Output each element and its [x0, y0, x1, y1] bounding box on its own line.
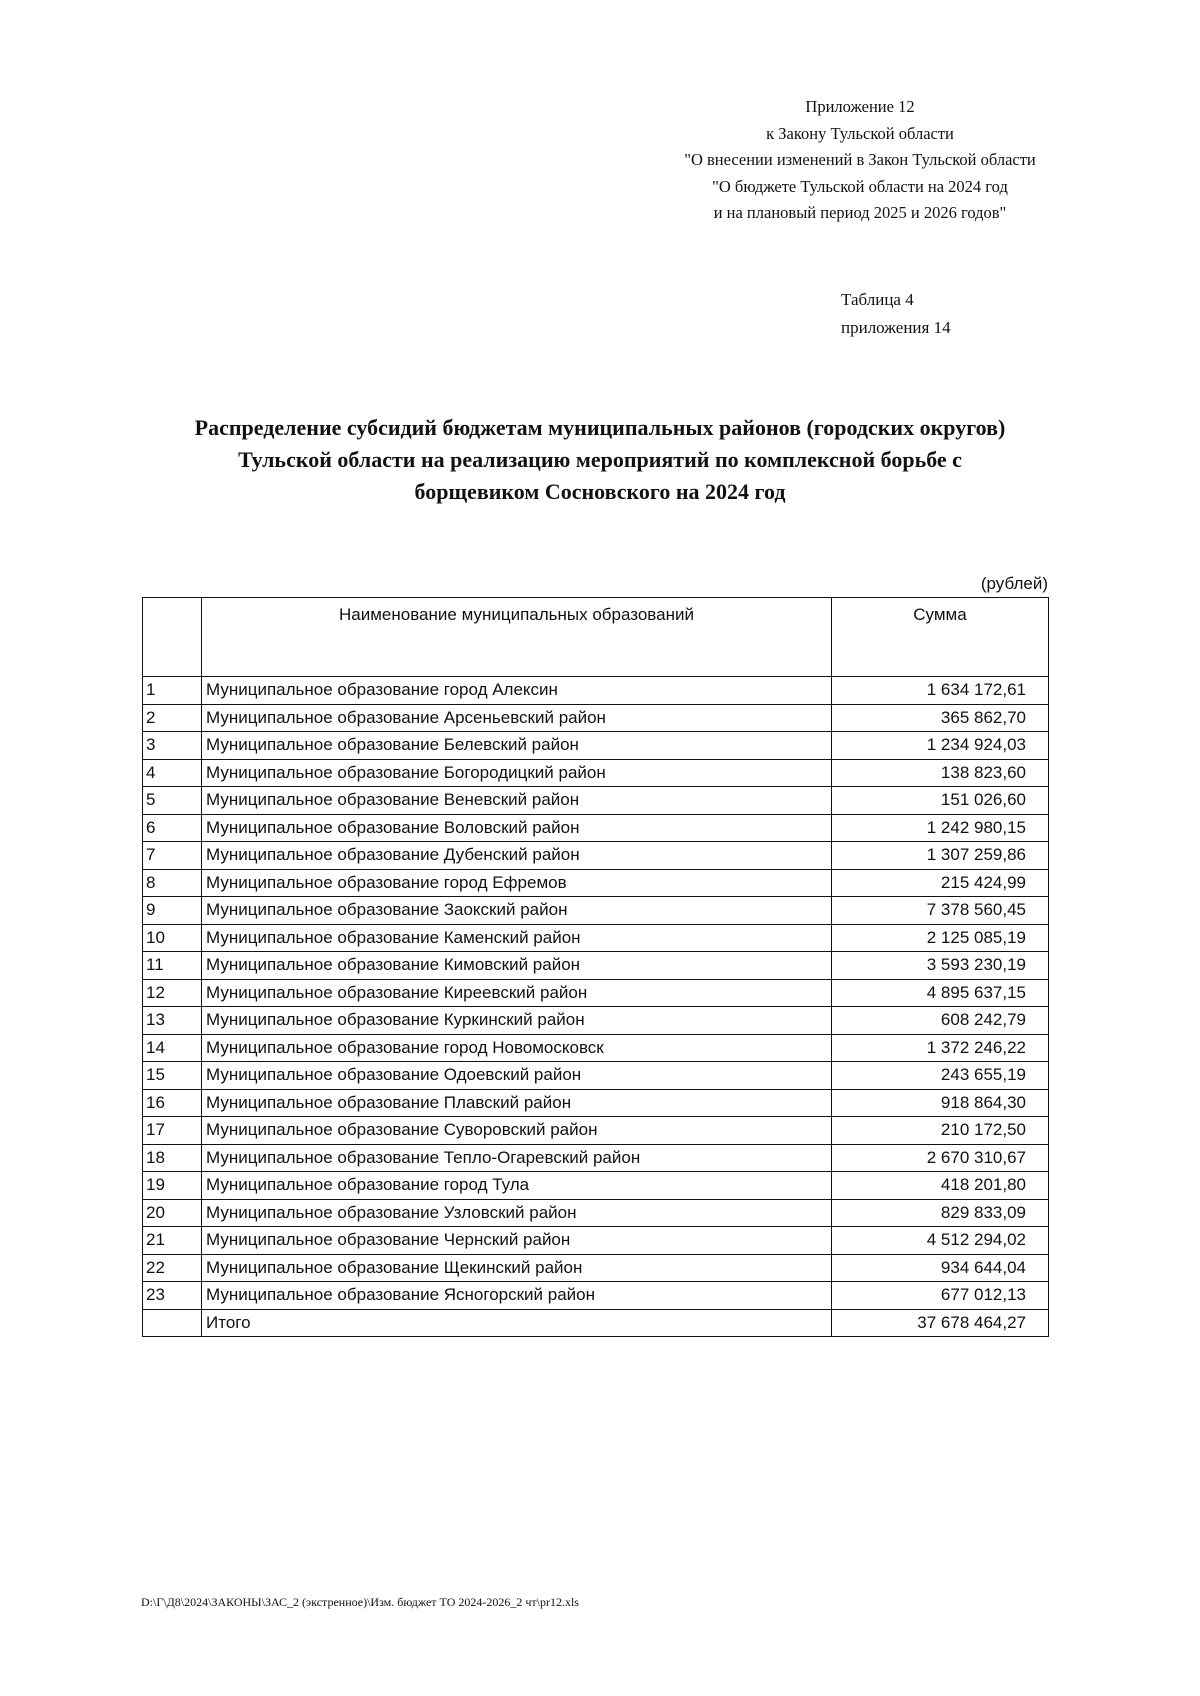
table-row [143, 1172, 1049, 1200]
table-row [143, 1034, 1049, 1062]
header-number [143, 598, 202, 677]
table-row [143, 1144, 1049, 1172]
row-name: Муниципальное образование Белевский район [202, 732, 832, 760]
row-amount: 608 242,79 [832, 1007, 1049, 1035]
row-number: 13 [143, 1007, 202, 1035]
table-row [143, 1062, 1049, 1090]
row-number: 9 [143, 897, 202, 925]
table-row [143, 1199, 1049, 1227]
table-reference-line: Таблица 4 [841, 290, 914, 309]
row-number [143, 1309, 202, 1337]
row-amount: 138 823,60 [832, 759, 1049, 787]
row-number: 1 [143, 677, 202, 705]
table-reference [841, 286, 951, 342]
table-row [143, 1117, 1049, 1145]
row-name: Муниципальное образование Богородицкий район [202, 759, 832, 787]
row-number: 16 [143, 1089, 202, 1117]
header-amount: Сумма [832, 598, 1049, 677]
row-name: Муниципальное образование город Тула [202, 1172, 832, 1200]
units-label: (рублей) [980, 574, 1048, 593]
row-name: Муниципальное образование Арсеньевский район [202, 704, 832, 732]
row-amount: 215 424,99 [832, 869, 1049, 897]
table-row [143, 1254, 1049, 1282]
row-number: 7 [143, 842, 202, 870]
file-path: D:\Г\Д8\2024\ЗАКОНЫ\ЗАС_2 (экстренное)\Изм. бюджет ТО 2024-2026_2 чт\pr12.xls [141, 1595, 579, 1609]
row-amount: 1 634 172,61 [832, 677, 1049, 705]
row-amount: 243 655,19 [832, 1062, 1049, 1090]
table-row [143, 787, 1049, 815]
row-name: Муниципальное образование Плавский район [202, 1089, 832, 1117]
row-amount: 4 512 294,02 [832, 1227, 1049, 1255]
row-amount: 4 895 637,15 [832, 979, 1049, 1007]
row-name: Муниципальное образование Веневский район [202, 787, 832, 815]
title-line: борщевиком Сосновского на 2024 год [414, 479, 786, 504]
row-number: 8 [143, 869, 202, 897]
row-amount: 677 012,13 [832, 1282, 1049, 1310]
row-amount: 37 678 464,27 [832, 1309, 1049, 1337]
subsidy-table [142, 597, 1049, 1337]
row-amount: 934 644,04 [832, 1254, 1049, 1282]
row-number: 10 [143, 924, 202, 952]
title-line: Тульской области на реализацию мероприятий по комплексной борьбе с [238, 447, 962, 472]
row-amount: 3 593 230,19 [832, 952, 1049, 980]
row-number: 21 [143, 1227, 202, 1255]
table-header-row [143, 598, 1049, 677]
row-name: Муниципальное образование Дубенский район [202, 842, 832, 870]
appendix-line: к Закону Тульской области [766, 123, 954, 143]
table-row [143, 704, 1049, 732]
row-number: 3 [143, 732, 202, 760]
row-number: 15 [143, 1062, 202, 1090]
header-name: Наименование муниципальных образований [202, 598, 832, 677]
appendix-line: "О внесении изменений в Закон Тульской области [684, 150, 1036, 169]
row-name: Муниципальное образование Заокский район [202, 897, 832, 925]
row-amount: 210 172,50 [832, 1117, 1049, 1145]
table-row [143, 1007, 1049, 1035]
table-row [143, 842, 1049, 870]
row-number: 19 [143, 1172, 202, 1200]
row-number: 18 [143, 1144, 202, 1172]
row-amount: 829 833,09 [832, 1199, 1049, 1227]
table-row [143, 1282, 1049, 1310]
title-line: Распределение субсидий бюджетам муниципальных районов (городских округов) [194, 415, 1006, 440]
appendix-header [630, 94, 1090, 227]
table-row [143, 952, 1049, 980]
row-name: Муниципальное образование Куркинский район [202, 1007, 832, 1035]
row-number: 4 [143, 759, 202, 787]
row-number: 17 [143, 1117, 202, 1145]
row-number: 14 [143, 1034, 202, 1062]
row-number: 11 [143, 952, 202, 980]
row-name: Муниципальное образование город Алексин [202, 677, 832, 705]
row-name: Муниципальное образование Одоевский район [202, 1062, 832, 1090]
table-row [143, 1089, 1049, 1117]
row-name: Муниципальное образование Суворовский район [202, 1117, 832, 1145]
row-name: Муниципальное образование Киреевский район [202, 979, 832, 1007]
row-name: Муниципальное образование Ясногорский район [202, 1282, 832, 1310]
row-number: 2 [143, 704, 202, 732]
row-number: 12 [143, 979, 202, 1007]
table-row [143, 924, 1049, 952]
row-name: Муниципальное образование город Ефремов [202, 869, 832, 897]
table-row [143, 732, 1049, 760]
row-amount: 365 862,70 [832, 704, 1049, 732]
row-name: Муниципальное образование Кимовский район [202, 952, 832, 980]
table-row [143, 759, 1049, 787]
row-name: Муниципальное образование Воловский район [202, 814, 832, 842]
row-amount: 1 307 259,86 [832, 842, 1049, 870]
appendix-line: и на плановый период 2025 и 2026 годов" [713, 203, 1007, 222]
table-row [143, 677, 1049, 705]
row-number: 23 [143, 1282, 202, 1310]
table-row [143, 869, 1049, 897]
row-name: Муниципальное образование Узловский район [202, 1199, 832, 1227]
appendix-line: Приложение 12 [805, 97, 915, 116]
table-reference-line: приложения 14 [841, 318, 951, 337]
row-name: Итого [202, 1309, 832, 1337]
row-name: Муниципальное образование Щекинский район [202, 1254, 832, 1282]
row-name: Муниципальное образование город Новомосковск [202, 1034, 832, 1062]
appendix-line: "О бюджете Тульской области на 2024 год [712, 176, 1008, 196]
row-amount: 1 242 980,15 [832, 814, 1049, 842]
table-row [143, 814, 1049, 842]
document-title [120, 412, 1080, 508]
row-number: 20 [143, 1199, 202, 1227]
row-amount: 418 201,80 [832, 1172, 1049, 1200]
row-amount: 2 670 310,67 [832, 1144, 1049, 1172]
table-row [143, 1227, 1049, 1255]
table-body [143, 677, 1049, 1337]
total-row [143, 1309, 1049, 1337]
row-amount: 1 234 924,03 [832, 732, 1049, 760]
table-row [143, 979, 1049, 1007]
row-amount: 1 372 246,22 [832, 1034, 1049, 1062]
row-name: Муниципальное образование Каменский район [202, 924, 832, 952]
table-row [143, 897, 1049, 925]
row-name: Муниципальное образование Тепло-Огаревский район [202, 1144, 832, 1172]
row-name: Муниципальное образование Чернский район [202, 1227, 832, 1255]
row-amount: 151 026,60 [832, 787, 1049, 815]
row-amount: 7 378 560,45 [832, 897, 1049, 925]
row-amount: 918 864,30 [832, 1089, 1049, 1117]
row-number: 5 [143, 787, 202, 815]
row-number: 22 [143, 1254, 202, 1282]
row-number: 6 [143, 814, 202, 842]
row-amount: 2 125 085,19 [832, 924, 1049, 952]
